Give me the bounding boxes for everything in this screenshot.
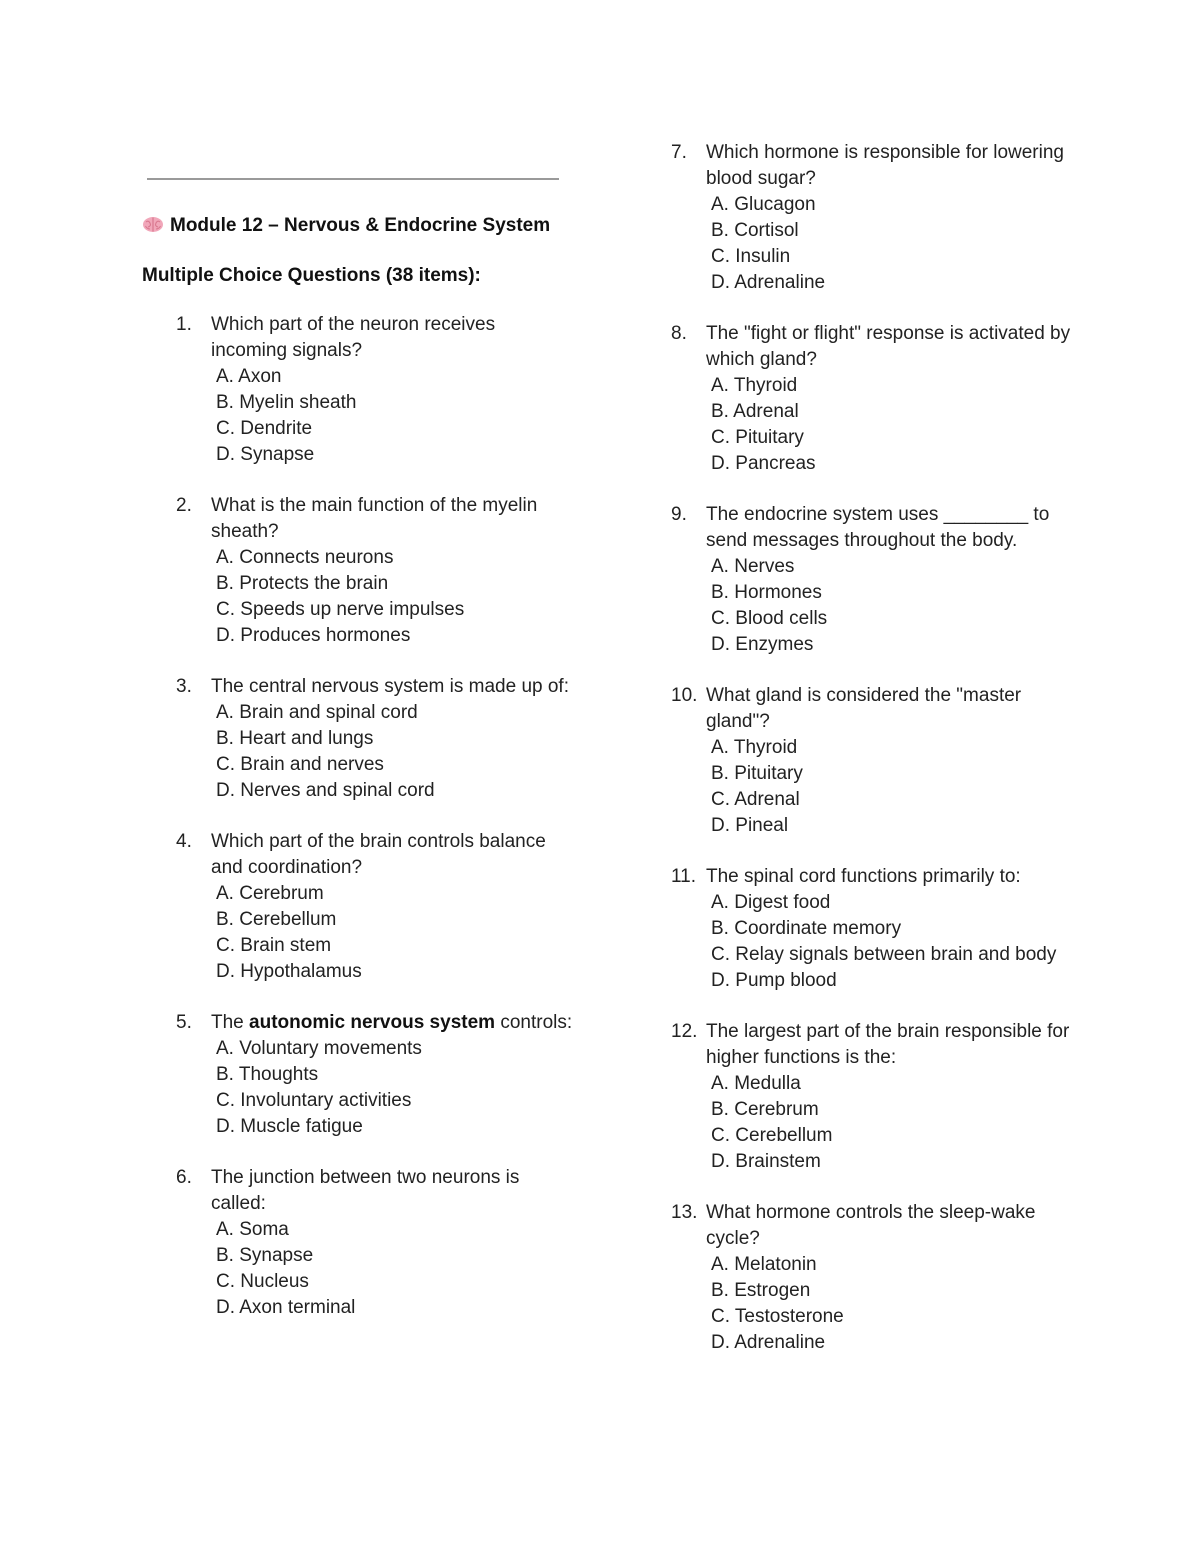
answer-option: D. Nerves and spinal cord — [216, 780, 435, 801]
question-6 — [176, 1165, 576, 1321]
brain-icon — [142, 216, 164, 233]
answer-option: B. Myelin sheath — [216, 392, 357, 413]
answer-option: B. Cortisol — [711, 220, 799, 241]
answer-option: C. Blood cells — [711, 608, 828, 629]
question-text: The spinal cord functions primarily to: — [706, 866, 1021, 887]
question-text: What is the main function of the myelin sheath? — [211, 495, 538, 542]
answer-option: C. Relay signals between brain and body — [711, 944, 1057, 965]
question-number: 13. — [671, 1202, 698, 1223]
question-text-start: The — [211, 1012, 250, 1033]
question-number: 5. — [176, 1012, 192, 1033]
answer-option: D. Pancreas — [711, 453, 816, 474]
answer-option: A. Axon — [216, 366, 282, 387]
question-4 — [176, 829, 576, 985]
question-8 — [671, 321, 1071, 477]
answer-option: A. Medulla — [711, 1073, 801, 1094]
answer-option: B. Cerebrum — [711, 1099, 819, 1120]
answer-option: D. Brainstem — [711, 1151, 821, 1172]
answer-option: B. Synapse — [216, 1245, 314, 1266]
answer-option: D. Hypothalamus — [216, 961, 362, 982]
question-13 — [671, 1200, 1071, 1356]
answer-option: A. Glucagon — [711, 194, 816, 215]
answer-option: A. Brain and spinal cord — [216, 702, 418, 723]
answer-option: D. Pineal — [711, 815, 789, 836]
answer-option: D. Adrenaline — [711, 272, 826, 293]
answer-option: C. Dendrite — [216, 418, 313, 439]
section-subtitle: Multiple Choice Questions (38 items): — [142, 265, 481, 286]
question-text: The endocrine system uses ________ to send messages throughout the body. — [706, 504, 1050, 551]
question-text: Which hormone is responsible for lowering blood sugar? — [706, 142, 1064, 189]
answer-option: C. Adrenal — [711, 789, 800, 810]
answer-option: C. Pituitary — [711, 427, 804, 448]
answer-option: C. Testosterone — [711, 1306, 844, 1327]
question-number: 11. — [671, 866, 697, 887]
answer-option: B. Hormones — [711, 582, 822, 603]
question-text: The junction between two neurons is called: — [211, 1167, 520, 1214]
question-12 — [671, 1019, 1071, 1175]
answer-option: B. Estrogen — [711, 1280, 811, 1301]
question-text-end: controls: — [495, 1012, 573, 1033]
answer-option: B. Heart and lungs — [216, 728, 374, 749]
question-text: What hormone controls the sleep-wake cycle? — [706, 1202, 1036, 1249]
question-7 — [671, 140, 1071, 296]
question-text-emphasis: autonomic nervous system — [249, 1012, 496, 1033]
question-1 — [176, 312, 576, 468]
answer-option: B. Thoughts — [216, 1064, 319, 1085]
answer-option: A. Thyroid — [711, 375, 798, 396]
answer-option: A. Melatonin — [711, 1254, 817, 1275]
answer-option: C. Cerebellum — [711, 1125, 833, 1146]
question-2 — [176, 493, 576, 649]
question-number: 7. — [671, 142, 687, 163]
question-text: The largest part of the brain responsible for higher functions is the: — [706, 1021, 1070, 1068]
answer-option: A. Nerves — [711, 556, 795, 577]
answer-option: D. Enzymes — [711, 634, 814, 655]
answer-option: B. Protects the brain — [216, 573, 389, 594]
answer-option: D. Muscle fatigue — [216, 1116, 363, 1137]
answer-option: D. Axon terminal — [216, 1297, 356, 1318]
answer-option: C. Brain and nerves — [216, 754, 384, 775]
answer-option: B. Pituitary — [711, 763, 803, 784]
question-column-left — [176, 312, 576, 1346]
answer-option: C. Involuntary activities — [216, 1090, 412, 1111]
question-column-right — [671, 140, 1071, 1381]
question-text — [211, 1010, 576, 1036]
question-number: 2. — [176, 495, 192, 516]
question-11 — [671, 864, 1071, 994]
question-9 — [671, 502, 1071, 658]
question-number: 8. — [671, 323, 687, 344]
question-text: The central nervous system is made up of: — [211, 676, 569, 697]
question-text: What gland is considered the "master gland"? — [706, 685, 1022, 732]
question-text: Which part of the brain controls balance and coordination? — [211, 831, 546, 878]
answer-option: C. Nucleus — [216, 1271, 309, 1292]
module-title — [142, 213, 550, 239]
horizontal-rule — [147, 178, 559, 180]
answer-option: A. Digest food — [711, 892, 831, 913]
answer-option: D. Produces hormones — [216, 625, 411, 646]
answer-option: A. Voluntary movements — [216, 1038, 422, 1059]
question-text: Which part of the neuron receives incoming signals? — [211, 314, 496, 361]
answer-option: C. Speeds up nerve impulses — [216, 599, 465, 620]
answer-option: D. Adrenaline — [711, 1332, 826, 1353]
question-number: 3. — [176, 676, 192, 697]
question-number: 9. — [671, 504, 687, 525]
answer-option: B. Adrenal — [711, 401, 799, 422]
question-5 — [176, 1010, 576, 1140]
answer-option: C. Brain stem — [216, 935, 332, 956]
answer-option: D. Synapse — [216, 444, 315, 465]
question-number: 1. — [176, 314, 192, 335]
answer-option: A. Connects neurons — [216, 547, 394, 568]
module-title-text: Module 12 – Nervous & Endocrine System — [170, 215, 551, 236]
answer-option: B. Cerebellum — [216, 909, 337, 930]
question-number: 4. — [176, 831, 192, 852]
answer-option: B. Coordinate memory — [711, 918, 902, 939]
answer-option: C. Insulin — [711, 246, 791, 267]
answer-option: A. Cerebrum — [216, 883, 324, 904]
question-number: 12. — [671, 1021, 698, 1042]
answer-option: D. Pump blood — [711, 970, 837, 991]
question-text: The "fight or flight" response is activated by which gland? — [706, 323, 1071, 370]
question-10 — [671, 683, 1071, 839]
question-number: 6. — [176, 1167, 192, 1188]
question-3 — [176, 674, 576, 804]
answer-option: A. Soma — [216, 1219, 289, 1240]
answer-option: A. Thyroid — [711, 737, 798, 758]
question-number: 10. — [671, 685, 698, 706]
